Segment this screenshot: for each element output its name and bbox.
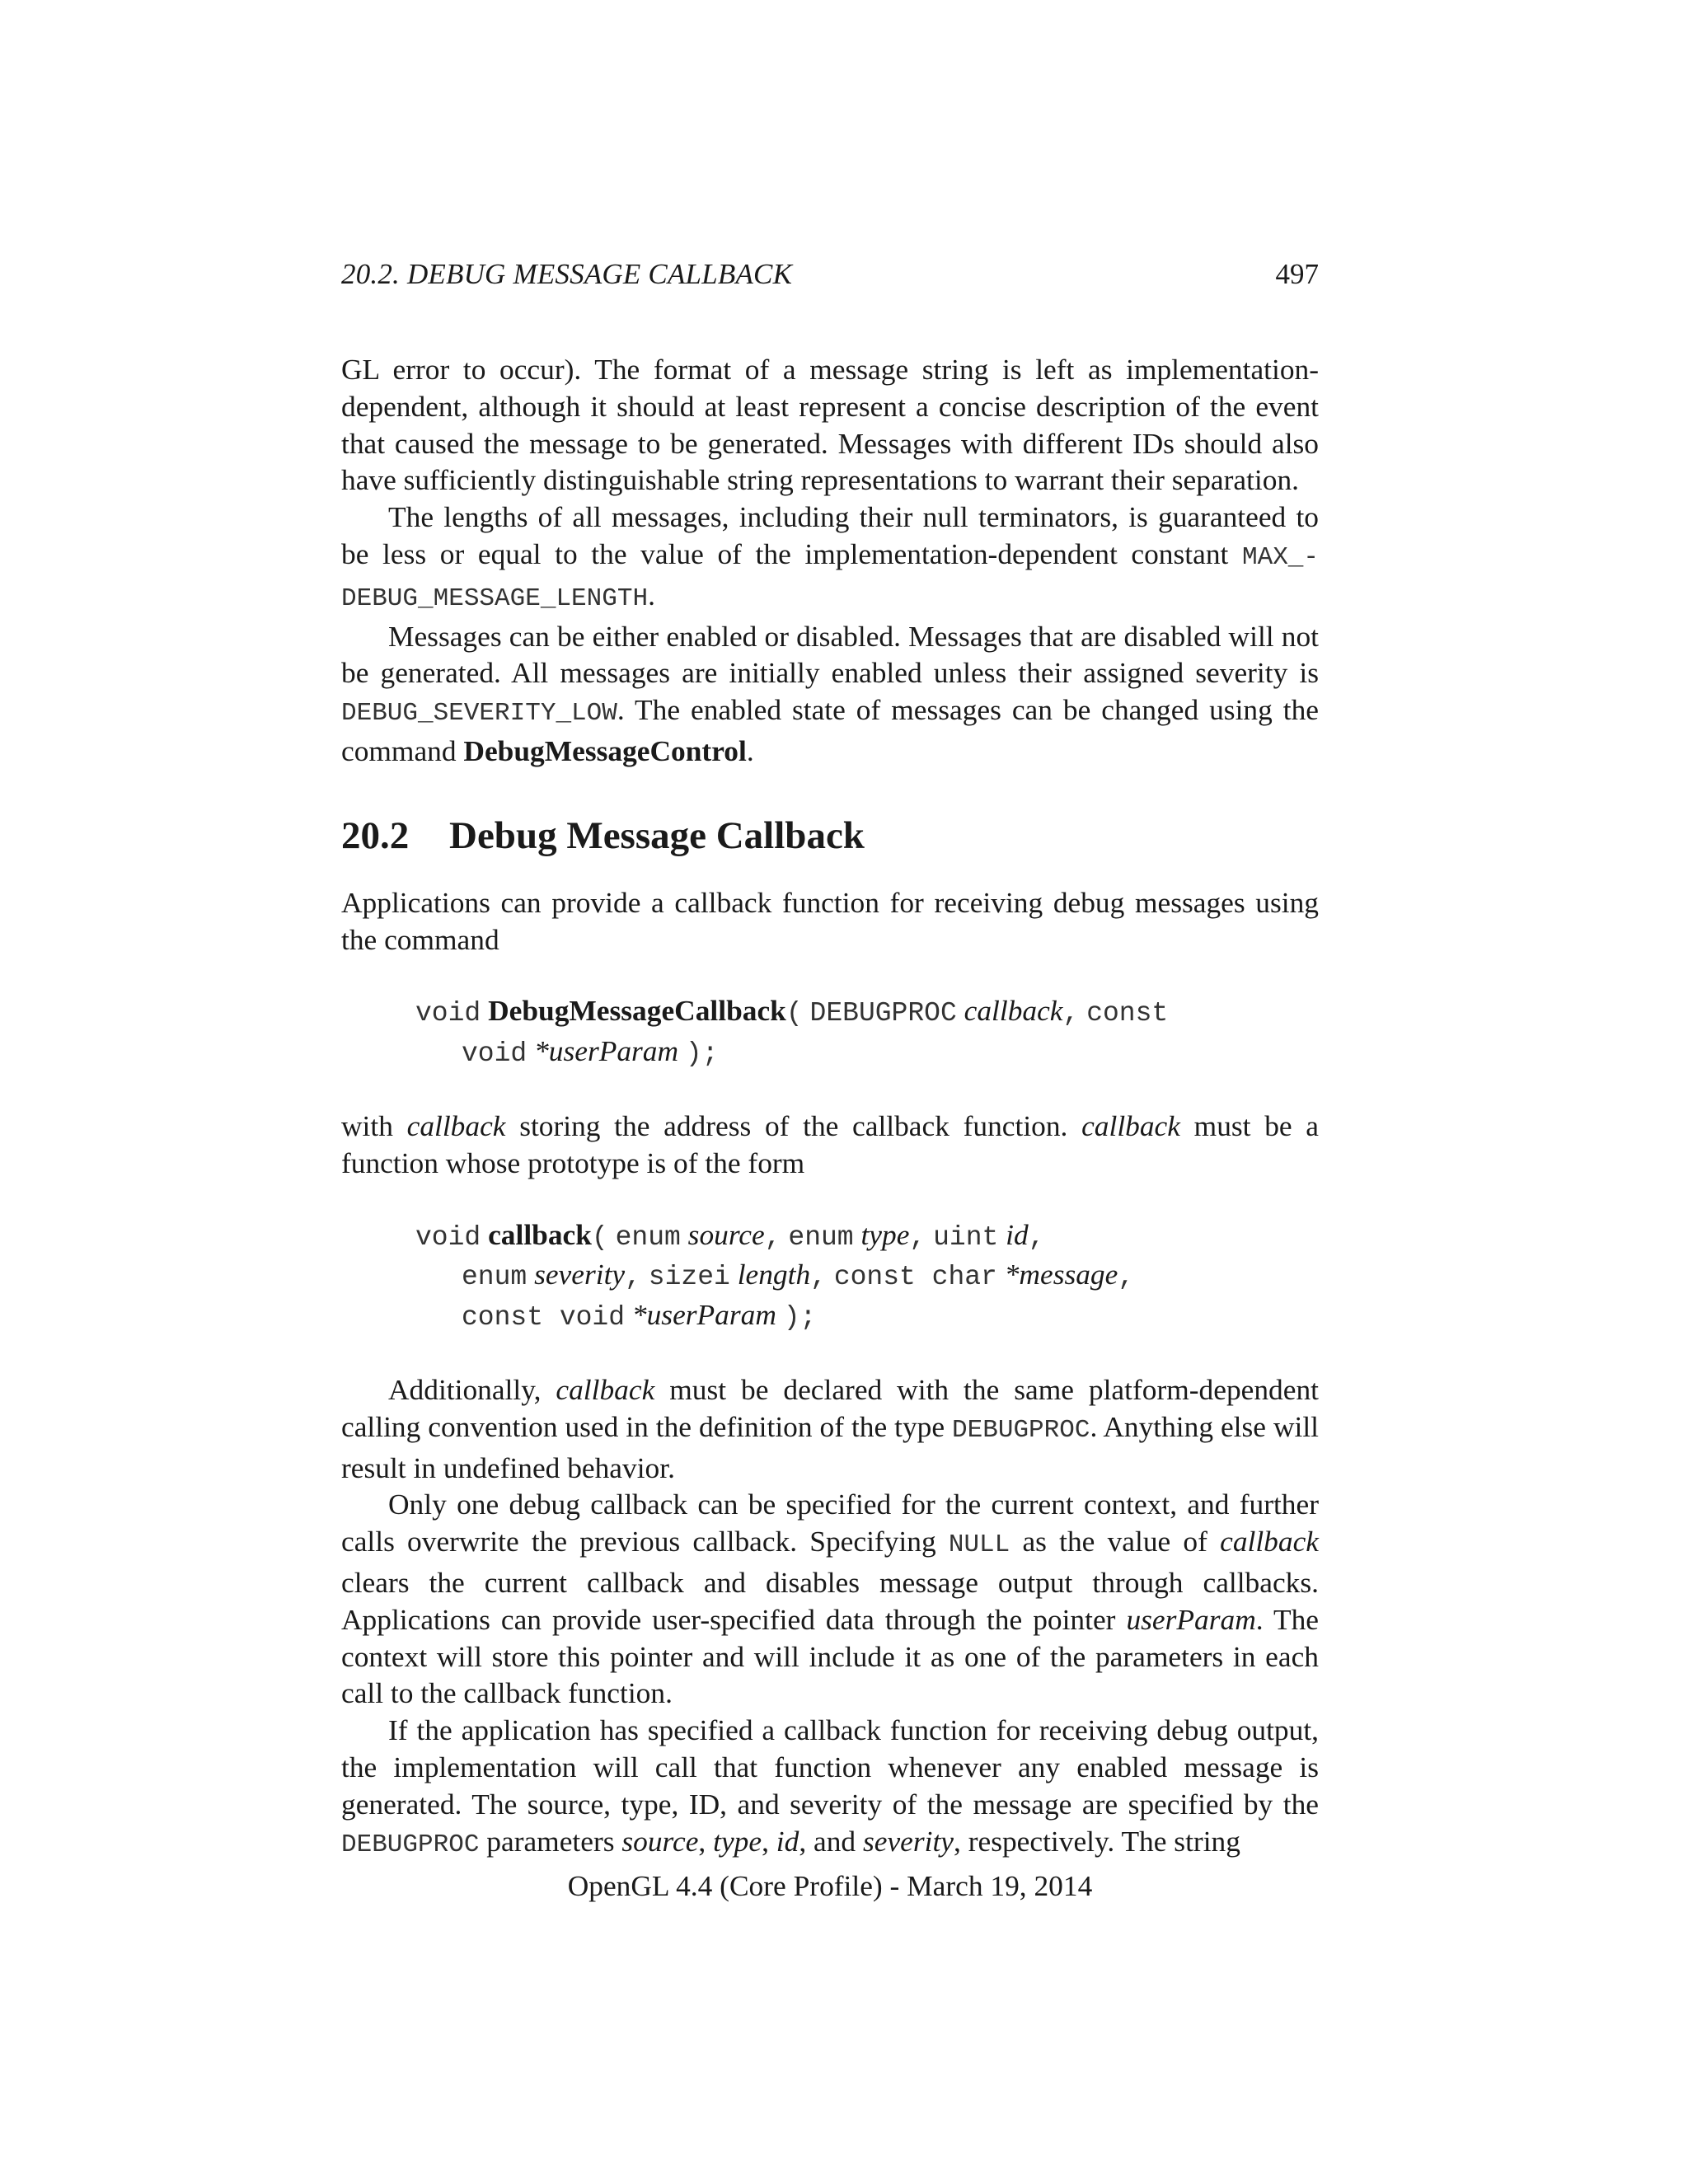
param-name: source (687, 1217, 765, 1251)
paragraph (341, 1371, 1319, 1486)
paragraph (341, 1486, 1319, 1712)
argument-name: type (713, 1824, 762, 1858)
paragraph-text: GL error to occur). The format of a message string is left as implementation-dependent, although it should at least represent a concise description of the event that caused the message to be generated. Messages with different IDs should also have sufficiently distinguishable string representations to warrant their separation. (341, 353, 1319, 497)
param-type: uint (933, 1221, 999, 1253)
section-number: 20.2 (341, 813, 410, 857)
comma: , (1028, 1221, 1045, 1253)
paragraph-text: . The context will store this pointer and will include it as one of the parameters in each call to the callback function. (341, 1602, 1320, 1710)
param-name: *userParam (631, 1298, 776, 1332)
paragraph-text: , (698, 1824, 714, 1858)
paragraph (341, 618, 1319, 770)
prototype-line (415, 1256, 1319, 1296)
paragraph-text: The lengths of all messages, including their null terminators, is guaranteed to be less or equal to the value of the implementation-dependent constant (341, 500, 1319, 570)
paren: ); (783, 1302, 817, 1333)
section-heading (341, 813, 1319, 859)
param-name: id (1006, 1217, 1029, 1251)
param-type: enum (615, 1221, 681, 1253)
constant-name: DEBUGPROC (952, 1415, 1090, 1445)
param-name: length (737, 1258, 811, 1291)
param-type: const void (462, 1302, 626, 1333)
paragraph-text: , (762, 1824, 776, 1858)
prototype-line (415, 1216, 1319, 1257)
function-prototype (415, 992, 1319, 1073)
param-name: callback (964, 994, 1063, 1028)
param-type: DEBUGPROC (809, 998, 957, 1029)
paragraph-text: . (648, 578, 655, 612)
prototype-line (415, 1033, 1319, 1073)
return-type: void (415, 1221, 481, 1253)
paragraph (341, 884, 1319, 958)
paragraph-text: Additionally, (388, 1372, 556, 1406)
paragraph-text: must be a function whose prototype is of the form (341, 1108, 1319, 1179)
page-number: 497 (1275, 258, 1319, 290)
paragraph-text: . The enabled state of messages can be changed using the command (341, 693, 1319, 767)
comma: , (1118, 1262, 1135, 1293)
param-type: sizei (648, 1262, 730, 1293)
section-title: Debug Message Callback (449, 813, 865, 857)
paragraph-text: , and (799, 1824, 863, 1858)
paragraph-text: , respectively. The string (954, 1824, 1240, 1858)
command-name: DebugMessageControl (463, 733, 747, 767)
prototype-line (415, 1296, 1319, 1337)
param-name: *message (1004, 1258, 1118, 1291)
paragraph-text: Applications can provide a callback function for receiving debug messages using the command (341, 885, 1319, 956)
param-name: *userParam (534, 1034, 679, 1068)
paragraph-text: as the value of (1010, 1525, 1221, 1558)
paragraph-text: parameters (479, 1824, 622, 1858)
constant-name: DEBUGPROC (341, 1830, 480, 1859)
comma: , (810, 1262, 827, 1293)
return-type: void (415, 998, 481, 1029)
argument-name: callback (556, 1372, 655, 1406)
constant-name: DEBUG_SEVERITY_LOW (341, 699, 617, 729)
constant-name: NULL (948, 1530, 1010, 1560)
paren: ( (591, 1221, 608, 1253)
paragraph-text: . Anything else will result in undefined behavior. (341, 1409, 1319, 1484)
comma: , (909, 1221, 926, 1253)
param-type: const (1086, 998, 1169, 1029)
paren: ); (685, 1038, 719, 1070)
comma: , (625, 1262, 641, 1293)
header-section-title: 20.2. DEBUG MESSAGE CALLBACK (341, 258, 793, 290)
function-prototype (415, 1216, 1319, 1337)
paragraph-text: must be declared with the same platform-dependent calling convention used in the definition of the type (341, 1372, 1319, 1443)
param-name: severity (534, 1258, 626, 1291)
argument-name: userParam (1126, 1602, 1256, 1636)
argument-name: callback (1220, 1525, 1319, 1558)
comma: , (764, 1221, 781, 1253)
param-type: enum (788, 1221, 854, 1253)
param-name: type (860, 1217, 910, 1251)
paragraph (341, 351, 1319, 499)
body-text (341, 351, 1319, 1863)
param-type: void (462, 1038, 528, 1070)
paragraph-text: storing the address of the callback function. (505, 1108, 1082, 1142)
paragraph (341, 1108, 1319, 1182)
argument-name: id (776, 1824, 799, 1858)
command-name: DebugMessageCallback (488, 994, 786, 1028)
paragraph-text: Messages can be either enabled or disabled. Messages that are disabled will not be generated. All messages are initially enabled unless their assigned severity is (341, 619, 1319, 690)
argument-name: source (621, 1824, 699, 1858)
paragraph (341, 499, 1319, 617)
paragraph-text: If the application has specified a callback function for receiving debug output, the implementation will call that function whenever any enabled message is generated. The source, type, ID, and severity of the message are specified by the (341, 1713, 1319, 1821)
paren: ( (785, 998, 803, 1029)
paragraph-text: Only one debug callback can be specified for the current context, and further calls overwrite the previous callback. Specifying (341, 1488, 1319, 1558)
command-name: callback (488, 1217, 592, 1251)
comma: , (1062, 998, 1080, 1029)
paragraph (341, 1712, 1319, 1863)
constant-name: MAX_-DEBUG_MESSAGE_LENGTH (341, 542, 1319, 613)
param-type: const char (833, 1262, 997, 1293)
paragraph-text: with (341, 1108, 407, 1142)
param-type: enum (462, 1262, 528, 1293)
argument-name: severity (862, 1824, 954, 1858)
paragraph-text: clears the current callback and disables message output through callbacks. Applications can provide user-specified data through the pointer (341, 1565, 1319, 1636)
running-header (341, 255, 1319, 293)
paragraph-text: . (746, 733, 754, 767)
argument-name: callback (1081, 1108, 1180, 1142)
prototype-line (415, 992, 1319, 1033)
argument-name: callback (406, 1108, 506, 1142)
page-footer: OpenGL 4.4 (Core Profile) - March 19, 2014 (567, 1869, 1093, 1902)
